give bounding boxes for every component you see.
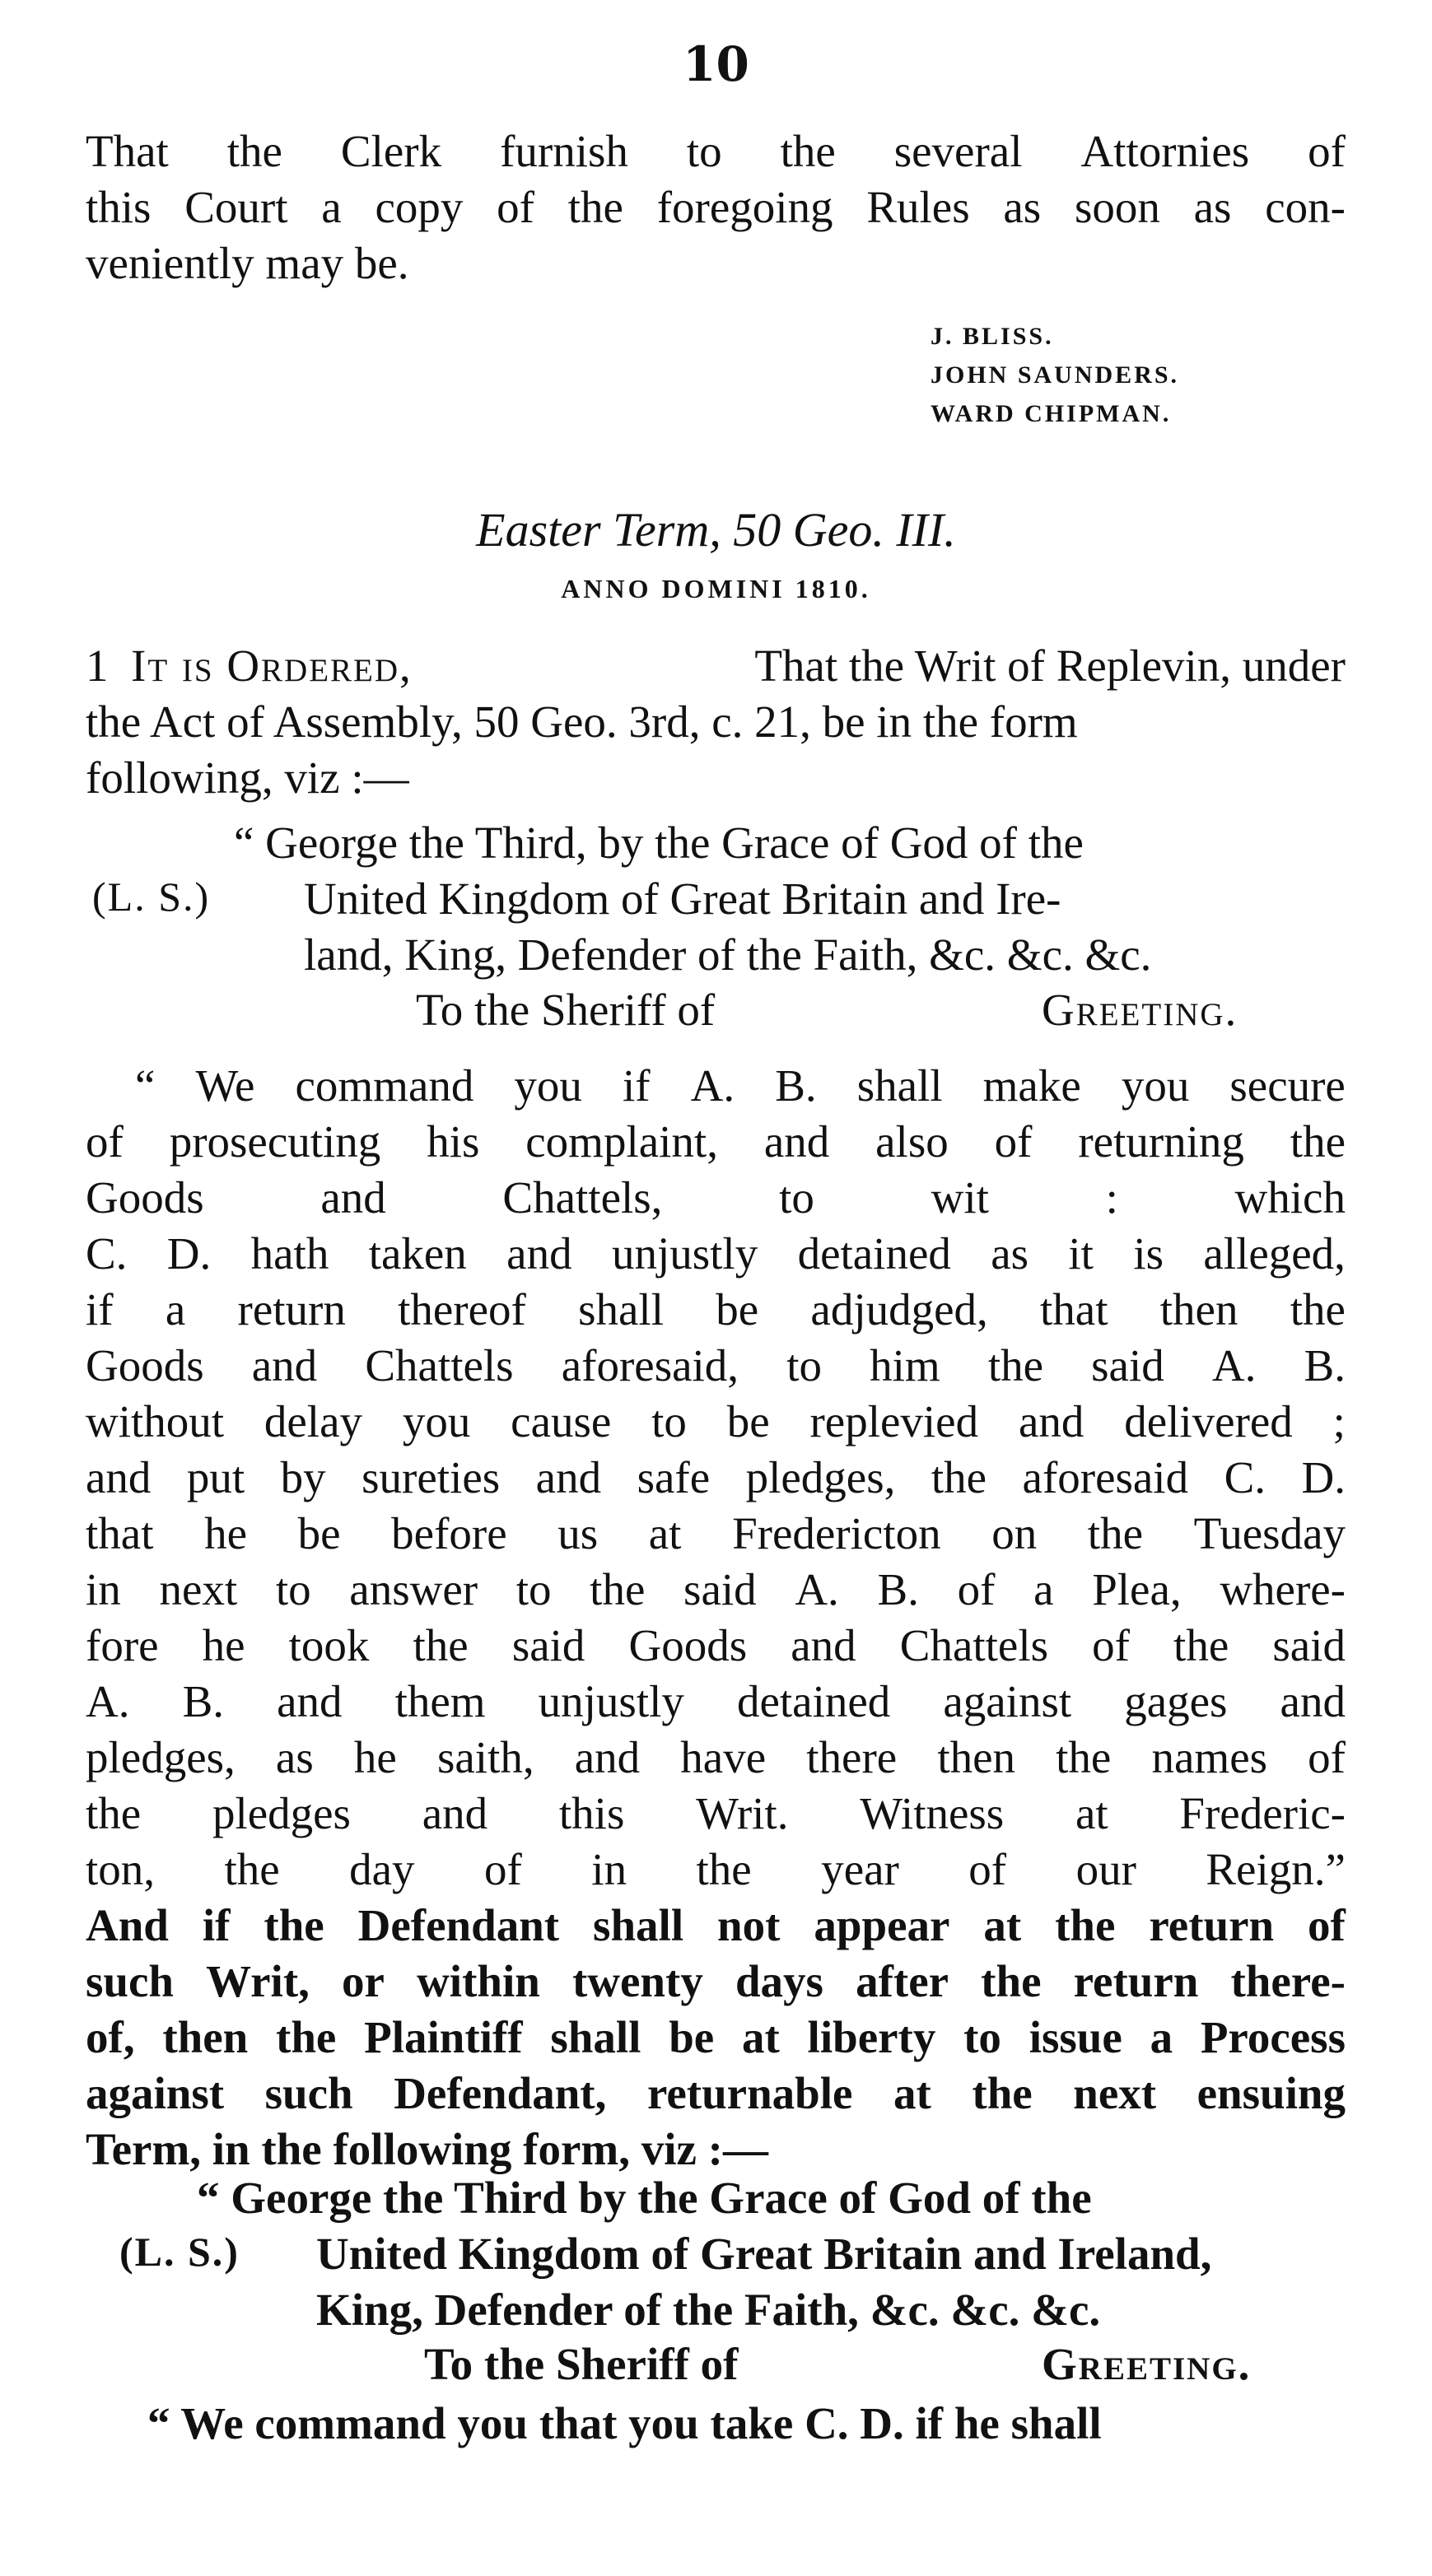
order-lead: It is Ordered, [131,641,413,691]
text-line: without delay you cause to be replevied and delivered ; [86,1396,1346,1446]
text-line: of prosecuting his complaint, and also of returning the [86,1116,1346,1167]
text-line: that he be before us at Fredericton on the Tuesday [86,1508,1346,1558]
order-first-line [86,638,1346,694]
text-line: United Kingdom of Great Britain and Ire- [304,873,1061,924]
greeting-word: Greeting. [1042,2339,1252,2389]
closing-paragraph [86,123,1346,291]
sheriff-line: To the Sheriff of [424,2339,739,2389]
text-line: Goods and Chattels aforesaid, to him the said A. B. [86,1340,1346,1390]
text-line: “ George the Third by the Grace of God of the [197,2173,1092,2223]
writ-heading-1 [86,815,1346,983]
text-line: A. B. and them unjustly detained against gages and [86,1676,1346,1726]
text-line: C. D. hath taken and unjustly detained as it is alleged, [86,1228,1346,1279]
text-line: United Kingdom of Great Britain and Ireland, [316,2229,1212,2279]
text-line: Term, in the following form, viz :— [86,2124,768,2174]
text-line: fore he took the said Goods and Chattels of the said [86,1620,1346,1670]
text-line: and put by sureties and safe pledges, the aforesaid C. D. [86,1452,1346,1502]
text-line: “ George the Third, by the Grace of God of the [234,818,1084,868]
text-line: the pledges and this Writ. Witness at Frederic- [86,1788,1346,1838]
text-line: pledges, as he saith, and have there then the names of [86,1732,1346,1782]
signature-name: JOHN SAUNDERS. [931,361,1180,389]
text-line: land, King, Defender of the Faith, &c. &c. &c. [304,929,1152,980]
text-line: of, then the Plaintiff shall be at liberty to issue a Process [86,2012,1346,2062]
signature-name: WARD CHIPMAN. [931,400,1172,427]
sheriff-line: To the Sheriff of [416,985,716,1035]
page-number: 10 [683,36,749,92]
text-line: ton, the day of in the year of our Reign.” [86,1844,1346,1894]
signature-name: J. BLISS. [931,323,1054,350]
text-line: King, Defender of the Faith, &c. &c. &c. [316,2285,1101,2335]
anno-domini: ANNO DOMINI 1810. [561,574,871,603]
term-heading: Easter Term, 50 Geo. III. [476,503,956,557]
text-line: this Court a copy of the foregoing Rules as soon as con- [86,182,1346,232]
text-line: And if the Defendant shall not appear at the return of [86,1900,1346,1950]
signature-block [931,317,1179,433]
text-line: in next to answer to the said A. B. of a Plea, where- [86,1564,1346,1614]
command-paragraph [86,1058,1346,2178]
text-line: veniently may be. [86,238,409,288]
order-number: 1 [86,641,109,691]
seal-mark: (L. S.) [119,2229,240,2275]
text-line: against such Defendant, returnable at the next ensuing [86,2068,1346,2118]
text-line: Goods and Chattels, to wit : which [86,1172,1346,1223]
order-paragraph [86,638,1346,806]
order-line-rest: That the Writ of Replevin, under [754,641,1346,691]
final-line [86,2396,1346,2452]
text-line: following, viz :— [86,752,409,803]
greeting-word: Greeting. [1042,985,1238,1035]
text-line: the Act of Assembly, 50 Geo. 3rd, c. 21, be in the form [86,696,1078,747]
text-line: such Writ, or within twenty days after the return there- [86,1956,1346,2006]
seal-mark: (L. S.) [92,873,211,920]
text-line: That the Clerk furnish to the several Attornies of [86,126,1346,176]
text-line: “ We command you if A. B. shall make you secure [135,1060,1346,1111]
text-line: if a return thereof shall be adjudged, that then the [86,1284,1346,1335]
writ-heading-2 [86,2170,1346,2338]
text-line: “ We command you that you take C. D. if he shall [147,2398,1102,2448]
